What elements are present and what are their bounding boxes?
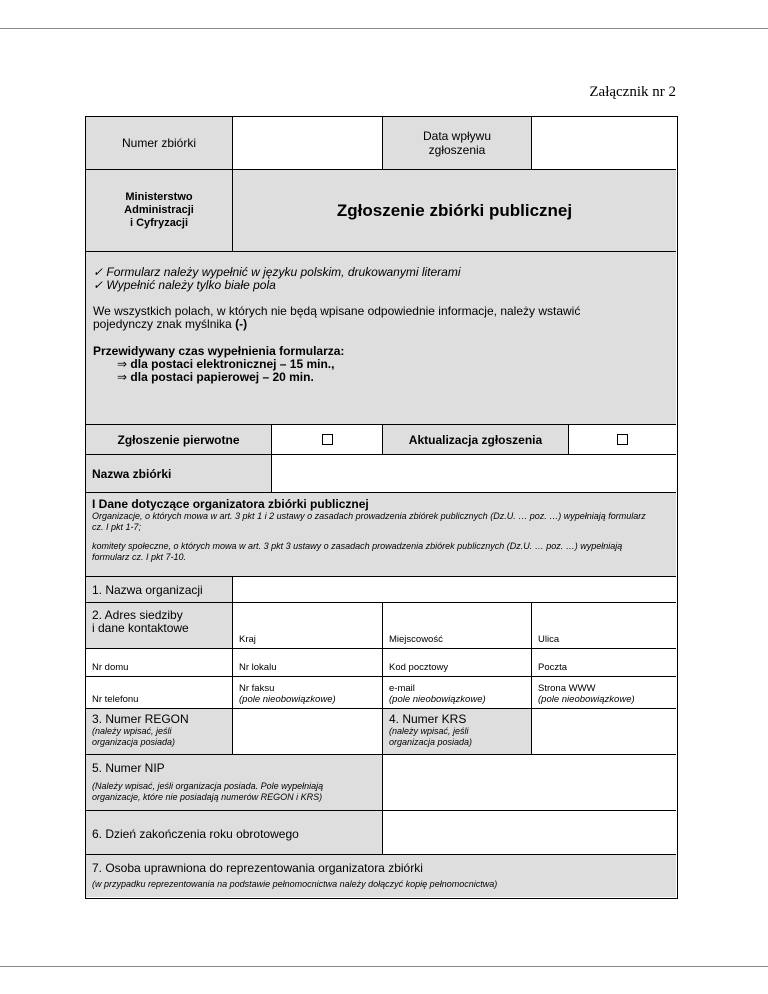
representative-row [86,855,676,897]
street-field[interactable] [531,603,676,648]
representative-label: 7. Osoba uprawniona do reprezentowania organizatora zbiórki [92,861,423,875]
house-no-label: Nr domu [92,662,129,673]
email-label: e-mail [389,683,415,694]
www-label-group [538,683,635,705]
title-row [86,170,676,252]
address-label [86,603,232,648]
receipt-date-label [382,117,531,169]
dash-note [93,305,633,331]
city-label: Miejscowość [389,634,443,645]
arrow-icon: ⇒ [117,370,128,384]
street-label: Ulica [538,634,560,645]
instruction-text-1: Formularz należy wypełnić w języku polskim, drukowanymi literami [106,265,461,279]
section1-title: I Dane dotyczące organizatora zbiórki publicznej [92,497,369,511]
instructions-block [86,252,676,425]
address-row-3 [86,677,676,709]
country-field[interactable] [232,603,382,648]
collection-name-row [86,455,676,493]
ministry-line-1: Ministerstwo [125,191,193,203]
house-no-field[interactable] [86,649,232,676]
check-icon: ✓ [93,278,104,292]
phone-label: Nr telefonu [92,694,139,705]
address-label-line-1: 2. Adres siedziby [92,608,183,622]
www-field[interactable] [531,677,676,708]
ministry-name [86,170,232,251]
section1-note-2: komitety społeczne, o których mowa w art. 3 pkt 3 ustawy o zasadach prowadzenia zbiórek publicznych (Dz.U. … poz. …) wypełniają formularz cz. I pkt 7-10. [92,541,623,562]
address-label-line-2: i dane kontaktowe [92,621,189,635]
country-label: Kraj [239,634,256,645]
regon-krs-row [86,709,676,755]
nip-row [86,755,676,811]
initial-report-cell [271,425,382,454]
bottom-page-rule [0,966,768,967]
form-title: Zgłoszenie zbiórki publicznej [232,170,676,251]
annex-label: Załącznik nr 2 [589,84,676,100]
time-paper: dla postaci papierowej – 20 min. [130,370,314,384]
fiscal-year-row [86,811,676,855]
fiscal-year-label: 6. Dzień zakończenia roku obrotowego [86,811,382,854]
fax-field[interactable] [232,677,382,708]
regon-label-cell [86,709,232,754]
nip-label: 5. Numer NIP [92,761,165,775]
fax-label-group [239,683,336,705]
flat-no-field[interactable] [232,649,382,676]
regon-field[interactable] [232,709,382,754]
address-row-1 [86,603,676,649]
collection-number-field[interactable] [232,117,382,169]
nip-field[interactable] [382,755,676,810]
collection-name-field[interactable] [271,455,676,492]
nip-label-cell [86,755,382,810]
dash-note-text: We wszystkich polach, w których nie będą wpisane odpowiednie informacje, należy wstawić pojedynczy znak myślnika [93,304,581,331]
regon-note: (należy wpisać, jeśli organizacja posiada) [92,726,176,747]
fax-label: Nr faksu [239,683,275,694]
report-type-row [86,425,676,455]
instruction-item [93,279,668,292]
time-electronic: dla postaci elektronicznej – 15 min., [130,357,335,371]
www-label: Strona WWW [538,683,596,694]
krs-label-cell [382,709,531,754]
time-heading: Przewidywany czas wypełnienia formularza: [93,344,345,358]
org-name-field[interactable] [232,577,676,602]
regon-label: 3. Numer REGON [92,712,189,726]
email-label-group [389,683,486,705]
initial-report-checkbox[interactable] [322,434,333,445]
fax-note: (pole nieobowiązkowe) [239,694,336,705]
collection-form [85,116,678,899]
update-report-checkbox[interactable] [617,434,628,445]
www-note: (pole nieobowiązkowe) [538,694,635,705]
initial-report-label: Zgłoszenie pierwotne [86,425,271,454]
flat-no-label: Nr lokalu [239,662,277,673]
nip-note: (Należy wpisać, jeśli organizacja posiada. Pole wypełniają organizacje, które nie posiadają numerów REGON i KRS) [92,781,324,802]
check-icon: ✓ [93,265,104,279]
header-row [86,117,676,170]
org-name-label: 1. Nazwa organizacji [86,577,232,602]
receipt-date-text: Data wpływu zgłoszenia [422,129,492,157]
dash-symbol: (-) [235,317,248,331]
krs-note: (należy wpisać, jeśli organizacja posiada) [389,726,473,747]
org-name-row [86,577,676,603]
representative-note: (w przypadku reprezentowania na podstawie pełnomocnictwa należy dołączyć kopię pełnomocnictwa) [92,879,498,889]
email-field[interactable] [382,677,531,708]
postal-code-label: Kod pocztowy [389,662,449,673]
collection-number-label: Numer zbiórki [86,117,232,169]
address-row-2 [86,649,676,677]
city-field[interactable] [382,603,531,648]
receipt-date-field[interactable] [531,117,676,169]
krs-label: 4. Numer KRS [389,712,467,726]
postal-code-field[interactable] [382,649,531,676]
update-report-label: Aktualizacja zgłoszenia [382,425,568,454]
phone-field[interactable] [86,677,232,708]
top-page-rule [0,28,768,29]
time-item [93,371,668,384]
update-report-cell [568,425,676,454]
ministry-line-3: i Cyfryzacji [129,217,189,229]
krs-field[interactable] [531,709,676,754]
section1-note-1: Organizacje, o których mowa w art. 3 pkt 1 i 2 ustawy o zasadach prowadzenia zbiórek publicznych (Dz.U. … poz. …) wypełniają formularz cz. I pkt 1-7; [92,511,646,532]
ministry-line-2: Administracji [124,204,194,216]
email-note: (pole nieobowiązkowe) [389,694,486,705]
collection-name-label: Nazwa zbiórki [86,455,271,492]
post-office-field[interactable] [531,649,676,676]
instruction-text-2: Wypełnić należy tylko białe pola [106,278,276,292]
arrow-icon: ⇒ [117,357,128,371]
section1-header [86,493,676,577]
post-office-label: Poczta [538,662,568,673]
fiscal-year-field[interactable] [382,811,676,854]
